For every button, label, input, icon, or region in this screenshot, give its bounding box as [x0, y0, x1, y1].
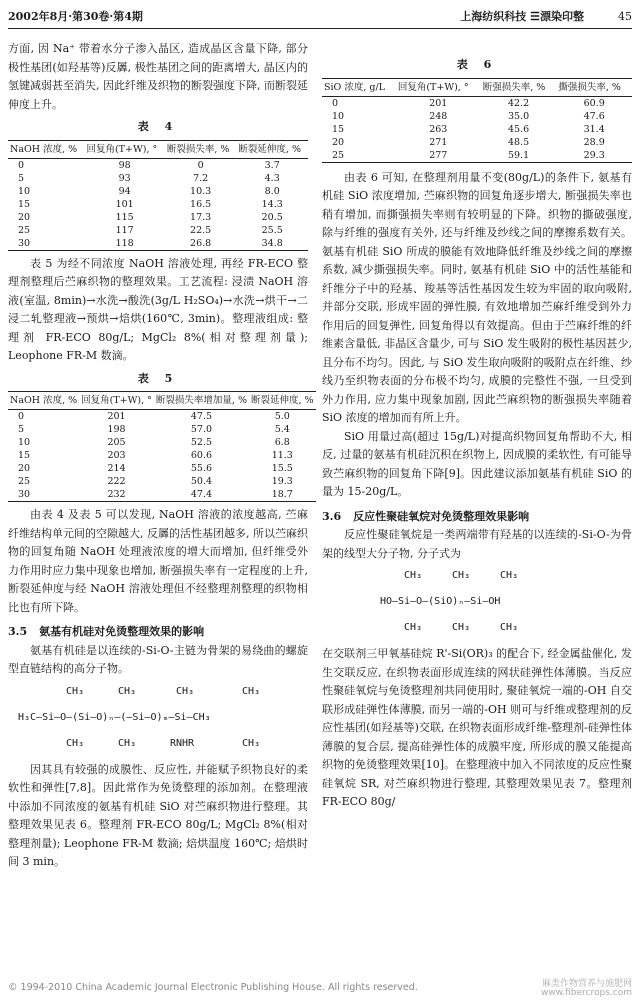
- paragraph: 由表 4 及表 5 可以发现, NaOH 溶液的浓度越高, 苎麻纤维结构单元间的空隙越大, 反羼的活性基团越多, 所以苎麻织物的回复角随 NaOH 处理液浓度的增大而增加, 但纤维受外力作用时应力集中现象也增加, 断强损失率有一定程度的上升, 断裂延伸度与经 NaOH 溶液处理但不经整理剂整理的织物相比也有所下降。: [8, 508, 308, 614]
- table-cell: 29.3: [583, 149, 605, 161]
- watermark-url: www.fibercrops.com: [541, 988, 632, 998]
- issue-info: 2002年8月·第30卷·第4期: [8, 10, 143, 23]
- table-cell: 203: [107, 450, 126, 461]
- formula-group: CH₃: [500, 570, 519, 581]
- table-cell: 198: [107, 424, 126, 435]
- table-row: [8, 410, 316, 424]
- table-header-cell: 回复角(T+W), °: [84, 140, 164, 158]
- table-header-cell: NaOH 浓度, %: [8, 392, 79, 410]
- table-cell: 19.3: [271, 476, 293, 487]
- table-cell: 35.0: [507, 110, 530, 122]
- table-header-row: [8, 140, 308, 158]
- section-title: 反应性聚硅氧烷对免烫整理效果影响: [353, 509, 530, 523]
- watermark-title: 麻类作物营养与施肥网: [541, 979, 632, 989]
- table-cell: 5.0: [274, 411, 290, 422]
- table-cell: 93: [118, 172, 131, 184]
- section-heading: [322, 508, 632, 527]
- table-row: [8, 423, 316, 436]
- table-cell: 26.8: [190, 237, 212, 249]
- table-cell: 94: [118, 185, 131, 197]
- table-row: [322, 96, 632, 110]
- table-header-cell: SiO 浓度, g/L: [322, 78, 396, 96]
- formula-group: CH₃: [404, 622, 423, 633]
- table-cell: 0: [332, 97, 339, 109]
- table-row: [8, 185, 308, 198]
- table-cell: 50.4: [190, 476, 213, 487]
- table-cell: 277: [429, 149, 448, 161]
- table-header-cell: NaOH 浓度, %: [8, 140, 84, 158]
- table-cell: 6.8: [274, 437, 290, 448]
- section-number: 3.6: [322, 509, 342, 523]
- page-number: 45: [618, 10, 632, 23]
- table-cell: 5: [18, 172, 25, 184]
- formula-group: RNHR: [170, 737, 195, 749]
- table-row: [8, 237, 308, 251]
- paragraph: SiO 用量过高(超过 15g/L)对提高织物回复角帮助不大, 相反, 过量的氨基有机硅沉积在织物上, 因成膜的柔软性, 有可能导致苎麻织物的回复角下降[9]。因此建议添加氨基有机硅 SiO 的量为 15-20g/L。: [322, 429, 632, 498]
- table-cell: 10: [18, 437, 31, 448]
- table-caption: 表 6: [456, 58, 498, 71]
- table-cell: 5: [18, 424, 25, 435]
- table-cell: 15: [18, 450, 31, 461]
- table-cell: 263: [429, 123, 448, 135]
- formula-group: CH₃: [452, 622, 471, 633]
- table-row: [8, 172, 308, 185]
- table-cell: 7.2: [193, 172, 209, 184]
- formula-backbone: HO—Si—O—(SiO)ₙ—Si—OH: [380, 596, 501, 607]
- table-cell: 28.9: [583, 136, 605, 148]
- table-cell: 15.5: [271, 463, 293, 474]
- formula-backbone: H₃C—Si—O—(Si—O)ₙ—(—Si—O)ₘ—Si—CH₃: [18, 711, 211, 723]
- watermark: [541, 980, 632, 998]
- table-cell: 34.8: [261, 237, 283, 249]
- table-header-row: [322, 78, 632, 96]
- table-cell: 117: [115, 224, 134, 236]
- formula-group: CH₃: [404, 570, 423, 581]
- table-cell: 17.3: [190, 211, 212, 223]
- table-row: [8, 198, 308, 211]
- table-header-cell: 断裂损失率, %: [165, 140, 237, 158]
- table-caption: 表 5: [137, 371, 179, 385]
- table-row: [8, 462, 316, 475]
- formula-group: CH₃: [176, 685, 195, 697]
- table-cell: 20: [18, 463, 31, 474]
- table-row: [322, 149, 632, 163]
- table-cell: 10: [332, 110, 345, 122]
- table-row: [322, 123, 632, 136]
- table-cell: 25: [332, 149, 345, 161]
- table-cell: 14.3: [261, 198, 283, 210]
- table-cell: 48.5: [507, 136, 530, 148]
- table-cell: 25: [18, 224, 31, 236]
- table-cell: 15: [18, 198, 31, 210]
- section-heading: [8, 623, 308, 642]
- formula-group: CH₃: [66, 737, 85, 749]
- table-header-cell: 断裂延伸度, %: [236, 140, 308, 158]
- table-cell: 11.3: [271, 450, 293, 461]
- paragraph: 因其具有较强的成膜性、反应性, 并能赋予织物良好的柔软性和弹性[7,8]。因此常作为免烫整理的添加剂。在整理液中添加不同浓度的氨基有机硅 SiO 对苎麻织物进行整理。其整理效果见表 6。整理剂 FR-ECO 80g/L; MgCl₂ 8%(相对整理剂量); Leophone FR-M 数滴; 焙烘温度 160℃; 焙烘时间 3 min。: [8, 762, 308, 868]
- formula-group: CH₃: [118, 685, 137, 697]
- table-cell: 10.3: [190, 185, 212, 197]
- table-caption: 表 4: [137, 120, 179, 133]
- table-6: [322, 78, 632, 163]
- paragraph: 由表 6 可知, 在整理剂用量不变(80g/L)的条件下, 氨基有机硅 SiO 浓度增加, 苎麻织物的回复角逐步增大, 断强损失率也稍有增加, 而撕强损失率则有较明显的下降。织物的撕破强度, 除与纤维的强度有关外, 还与纤维及纱线之间的摩擦系数有关。氨基有机硅 SiO 所成的膜能有效地降低纤维及纱线之间的摩擦系数, 减少撕强损失率。同时, 氨基有机硅 SiO 中的活性基能和纤维分子中的羟基、羧基等活性基因发生较为牢固的取向吸附, 并部分交联, 形成牢固的弹性膜, 有效地增加苎麻纤维受到外力作用后的回复弹性, 回复角得以有效提高。但由于苎麻纤维的纤维素含量低, 非晶区含量少, 可与 SiO 发生吸附的极性基因甚少, 且分布不均匀。因此, 与 SiO 发生取向吸附的吸附点在纤维、纱线乃至织物表面的分布极不均匀, 成膜的完整性不强, 一旦受到外力作用, 应力集中现象加剧, 因此苎麻织物的断强损失率随着 SiO 浓度的增加而有所上升。: [322, 170, 632, 424]
- table-cell: 31.4: [583, 123, 605, 135]
- table-5: [8, 391, 316, 502]
- table-cell: 60.6: [190, 450, 213, 461]
- table-header-cell: 回复角(T+W), °: [79, 392, 154, 410]
- table-cell: 20: [18, 211, 31, 223]
- table-cell: 30: [18, 237, 31, 249]
- chemical-formula: [322, 567, 632, 641]
- table-cell: 115: [115, 211, 134, 223]
- table-cell: 214: [107, 463, 126, 474]
- section-number: 3.5: [8, 625, 28, 638]
- table-cell: 18.7: [271, 489, 293, 500]
- table-cell: 45.6: [507, 123, 530, 135]
- table-cell: 205: [107, 437, 126, 448]
- table-row: [8, 488, 316, 502]
- table-cell: 25: [18, 476, 31, 487]
- paragraph: 表 5 为经不同浓度 NaOH 溶液处理, 再经 FR-ECO 整理剂整理后苎麻织物的整理效果。工艺流程: 浸渍 NaOH 溶液(室温, 8min)→水洗→酸洗(3g/L H₂SO₄)→水洗→烘干→二浸二轧整理液→预烘→焙烘(160℃, 3min)。整理液组成: 整理剂 FR-ECO 80g/L; MgCl₂ 8%(相对整理剂量); Leophone FR-M 数滴。: [8, 256, 308, 362]
- table-cell: 42.2: [507, 97, 530, 109]
- formula-group: CH₃: [66, 685, 85, 697]
- paragraph: 在交联剂三甲氧基硅烷 R'-Si(OR)₃ 的配合下, 经金属盐催化, 发生交联反应, 在织物表面形成连续的网状硅弹性体薄膜。当反应性聚硅氧烷与免烫整理剂共同使用时, 聚硅氧烷一端的-OH 自交联形成硅弹性体薄膜, 而另一端的-OH 则可与纤维或整理剂的反应性基团(如羟基等)交联, 在织物表面形成纤维-整理剂-硅弹性体薄膜的复合层, 提高硅弹性体的成膜牢度, 所形成的膜又能提高织物的免烫整理效果[10]。在整理液中加入不同浓度的反应性聚硅氧烷 SR, 对苎麻织物进行整理, 其整理效果见表 7。整理剂 FR-ECO 80g/: [322, 647, 632, 808]
- table-header-cell: 断裂损失率增加量, %: [154, 392, 249, 410]
- table-4: [8, 140, 308, 251]
- table-cell: 201: [107, 411, 126, 422]
- footer: [8, 980, 632, 998]
- formula-group: CH₃: [500, 622, 519, 633]
- chemical-formula: [8, 683, 308, 757]
- table-row: [8, 211, 308, 224]
- table-cell: 20: [332, 136, 345, 148]
- table-cell: 47.5: [190, 411, 213, 422]
- table-cell: 30: [18, 489, 31, 500]
- table-cell: 98: [118, 159, 131, 171]
- table-cell: 0: [18, 411, 25, 422]
- formula-group: CH₃: [242, 737, 261, 749]
- table-row: [8, 436, 316, 449]
- table-row: [8, 158, 308, 172]
- table-cell: 47.4: [190, 489, 213, 500]
- table-cell: 47.6: [583, 110, 605, 122]
- section-title: 氨基有机硅对免烫整理效果的影响: [39, 625, 205, 638]
- table-cell: 10: [18, 185, 31, 197]
- table-cell: 57.0: [190, 424, 213, 435]
- table-header-cell: 回复角(T+W), °: [396, 78, 481, 96]
- table-cell: 25.5: [261, 224, 283, 236]
- table-row: [8, 475, 316, 488]
- table-cell: 5.4: [274, 424, 290, 435]
- table-header-cell: 断裂延伸度, %: [249, 392, 316, 410]
- paragraph: 氨基有机硅是以连续的-Si-O-主链为骨架的易绕曲的螺旋型直链结构的高分子物。: [8, 643, 308, 675]
- table-cell: 16.5: [190, 198, 212, 210]
- table-cell: 8.0: [264, 185, 280, 197]
- right-column: [322, 40, 632, 812]
- copyright-notice: © 1994-2010 China Academic Journal Electronic Publishing House. All rights reserved.: [8, 982, 418, 993]
- table-cell: 59.1: [507, 149, 530, 161]
- table-header-cell: 断强损失率, %: [481, 78, 557, 96]
- table-cell: 101: [115, 198, 134, 210]
- table-cell: 118: [115, 237, 134, 249]
- table-cell: 0: [18, 159, 25, 171]
- table-cell: 222: [107, 476, 126, 487]
- table-row: [8, 449, 316, 462]
- table-cell: 15: [332, 123, 345, 135]
- paragraph: 反应性聚硅氧烷是一类两端带有羟基的以连续的-Si-O-为骨架的线型大分子物, 分子式为: [322, 528, 632, 560]
- table-cell: 201: [429, 97, 448, 109]
- paragraph: 方面, 因 Na⁺ 带着水分子渗入晶区, 造成晶区含量下降, 部分极性基团(如羟基等)反羼, 极性基团之间的距离增大, 晶区内的氢键减弱甚至消失, 因此纤维及织物的断裂强度下降, 而断裂延伸度上升。: [8, 42, 308, 111]
- table-cell: 52.5: [190, 437, 213, 448]
- table-cell: 20.5: [261, 211, 283, 223]
- journal-name: 上海纺织科技 ☰漂染印整: [460, 10, 584, 23]
- table-cell: 55.6: [190, 463, 213, 474]
- formula-group: CH₃: [242, 685, 261, 697]
- table-cell: 232: [107, 489, 126, 500]
- table-row: [322, 136, 632, 149]
- table-header-cell: 撕强损失率, %: [556, 78, 632, 96]
- left-column: [8, 40, 314, 872]
- table-row: [8, 224, 308, 237]
- running-header: [8, 6, 632, 29]
- table-cell: 271: [429, 136, 448, 148]
- table-cell: 60.9: [583, 97, 605, 109]
- table-cell: 248: [429, 110, 448, 122]
- table-cell: 4.3: [264, 172, 280, 184]
- table-cell: 0: [197, 159, 204, 171]
- table-cell: 3.7: [264, 159, 280, 171]
- table-cell: 22.5: [190, 224, 212, 236]
- formula-group: CH₃: [452, 570, 471, 581]
- table-row: [322, 110, 632, 123]
- formula-group: CH₃: [118, 737, 137, 749]
- table-header-row: [8, 392, 316, 410]
